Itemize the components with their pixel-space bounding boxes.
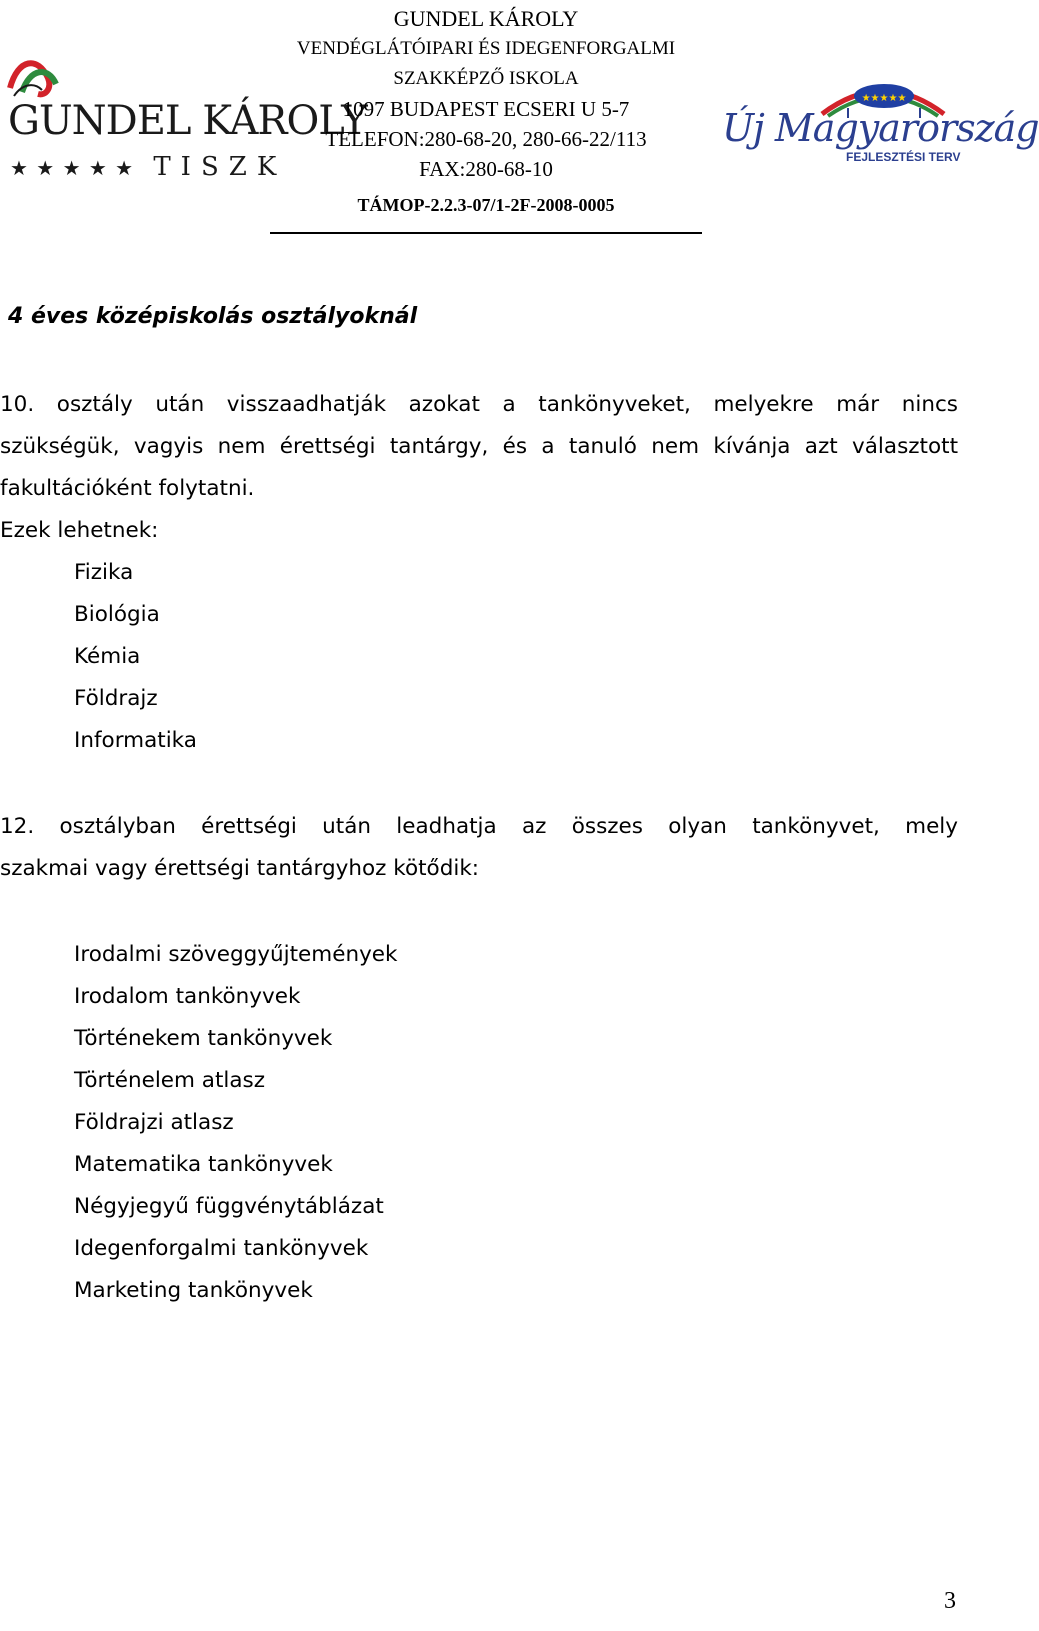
paragraph-line: 10. osztály után visszaadhatják azokat a tankönyveket, melyekre már nincs (0, 392, 958, 417)
gundel-tiszk-logo (8, 48, 367, 188)
logo-title: Új Magyarország (722, 106, 1039, 150)
books-list (74, 934, 397, 1312)
school-type-line-2: SZAKKÉPZŐ ISKOLA (393, 68, 579, 89)
project-code: TÁMOP-2.2.3-07/1-2F-2008-0005 (357, 195, 615, 215)
logo-subtitle: FEJLESZTÉSI TERV (846, 150, 961, 164)
logo-tiszk-text: TISZK (153, 152, 287, 182)
list-item: Biológia (74, 602, 160, 627)
paragraph-10th-grade (0, 384, 958, 510)
list-item: Informatika (74, 728, 197, 753)
list-item: Történelem atlasz (74, 1068, 266, 1093)
school-address: 1097 BUDAPEST ECSERI U 5-7 (342, 97, 630, 121)
list-item: Marketing tankönyvek (74, 1278, 313, 1303)
paragraph-line: szakmai vagy érettségi tantárgyhoz kötődik: (0, 856, 480, 881)
section-title: 4 éves középiskolás osztályoknál (8, 304, 418, 329)
header-divider (270, 232, 702, 234)
list-item: Irodalmi szöveggyűjtemények (74, 942, 398, 967)
school-phone: TELEFON:280-68-20, 280-66-22/113 (325, 127, 647, 151)
logo-stars: ★ ★ ★ ★ ★ (10, 156, 135, 180)
school-fax: FAX:280-68-10 (419, 157, 553, 181)
school-name: GUNDEL KÁROLY (393, 6, 579, 31)
list-item: Földrajzi atlasz (74, 1110, 234, 1135)
list-item: Kémia (74, 644, 141, 669)
paragraph-line: fakultációként folytatni. (0, 476, 255, 501)
page-number: 3 (944, 1588, 956, 1614)
paragraph-line: 12. osztályban érettségi után leadhatja az összes olyan tankönyvet, mely (0, 814, 958, 839)
list-item: Fizika (74, 560, 134, 585)
list-item: Négyjegyű függvénytáblázat (74, 1194, 384, 1219)
school-letterhead (270, 4, 702, 220)
subjects-intro: Ezek lehetnek: (0, 518, 159, 543)
subjects-list (74, 552, 197, 762)
svg-text:★★★★★: ★★★★★ (861, 93, 907, 104)
paragraph-12th-grade (0, 806, 958, 890)
list-item: Történekem tankönyvek (74, 1026, 333, 1051)
logo-name-text: GUNDEL KÁROLY (8, 98, 367, 144)
list-item: Földrajz (74, 686, 158, 711)
logo-subline (10, 152, 286, 182)
paragraph-line: szükségük, vagyis nem érettségi tantárgy, és a tanuló nem kívánja azt választott (0, 434, 958, 459)
list-item: Matematika tankönyvek (74, 1152, 333, 1177)
school-type-line: VENDÉGLÁTÓIPARI ÉS IDEGENFORGALMI (296, 38, 676, 59)
list-item: Irodalom tankönyvek (74, 984, 301, 1009)
uj-magyarorszag-logo (722, 68, 1039, 178)
list-item: Idegenforgalmi tankönyvek (74, 1236, 369, 1261)
